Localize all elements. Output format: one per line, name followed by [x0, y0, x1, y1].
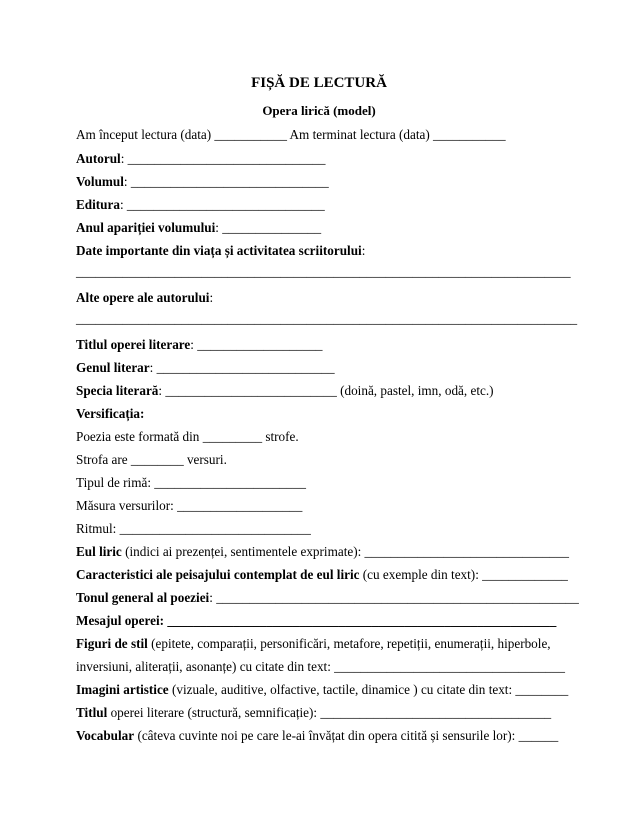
volume-label: Volumul: [76, 174, 124, 189]
author-blank: : ______________________________: [120, 151, 326, 166]
message-label: Mesajul operei: [76, 613, 160, 628]
stanza-count-line: Poezia este formată din _________ strofe.: [76, 429, 299, 444]
other-works-label: Alte opere ale autorului: [76, 290, 210, 305]
species-line: [76, 383, 598, 399]
lyrical-self-label: Eul liric: [76, 544, 122, 559]
figures-line: [76, 636, 598, 652]
publisher-line: [76, 197, 598, 213]
imagery-text: (vizuale, auditive, olfactive, tactile, dinamice ) cu citate din text: ________: [168, 682, 569, 697]
species-label: Specia literară: [76, 383, 159, 398]
publication-year-line: [76, 220, 598, 236]
publisher-blank: : ______________________________: [119, 197, 325, 212]
biography-label: Date importante din viața și activitatea scriitorului: [76, 243, 362, 258]
imagery-line: [76, 682, 598, 698]
publication-year-label: Anul apariției volumului: [76, 220, 216, 235]
page-title: FIȘĂ DE LECTURĂ: [251, 75, 387, 91]
volume-line: [76, 174, 598, 190]
versification-heading: Versificația:: [76, 406, 145, 421]
genre-label: Genul literar: [76, 360, 150, 375]
other-works-line: [76, 290, 598, 306]
lyrical-self-text: (indici ai prezenței, sentimentele exprimate): _______________________________: [121, 544, 569, 559]
tone-line: [76, 590, 598, 606]
title-meaning-text: operei literare (structură, semnificație): ___________________________________: [107, 705, 552, 720]
biography-rule: ___________________________________________________________________________: [76, 264, 571, 279]
biography-line: [76, 243, 598, 259]
vocabulary-text: (câteva cuvinte noi pe care le-ai învățat din opera citită și sensurile lor): ______: [134, 728, 559, 743]
verse-count-line: Strofa are ________ versuri.: [76, 452, 227, 467]
landscape-label: Caracteristici ale peisajului contemplat de eul liric: [76, 567, 360, 582]
genre-line: [76, 360, 598, 376]
author-line: [76, 151, 598, 167]
vocabulary-label: Vocabular: [76, 728, 135, 743]
other-works-colon: :: [209, 290, 214, 305]
work-title-line: [76, 337, 598, 353]
message-blank: : ___________________________________________________________: [159, 613, 557, 628]
message-line: [76, 613, 598, 629]
title-meaning-line: [76, 705, 598, 721]
figures-text: (epitete, comparații, personificări, metafore, repetiții, enumerații, hiperbole,: [147, 636, 551, 651]
title-meaning-label: Titlul: [76, 705, 108, 720]
genre-blank: : ___________________________: [149, 360, 335, 375]
landscape-text: (cu exemple din text): _____________: [359, 567, 568, 582]
work-title-blank: : ___________________: [190, 337, 323, 352]
author-label: Autorul: [76, 151, 121, 166]
tone-label: Tonul general al poeziei: [76, 590, 210, 605]
figures-label: Figuri de stil: [76, 636, 148, 651]
work-title-label: Titlul operei literare: [76, 337, 191, 352]
vocabulary-line: [76, 728, 598, 744]
rhyme-type-line: Tipul de rimă: _______________________: [76, 475, 306, 490]
publisher-label: Editura: [76, 197, 120, 212]
landscape-line: [76, 567, 598, 583]
rhythm-line: Ritmul: _____________________________: [76, 521, 311, 536]
figures-continuation: inversiuni, aliterații, asonanțe) cu citate din text: ___________________________________: [76, 659, 565, 674]
tone-blank: : _______________________________________________________: [209, 590, 579, 605]
biography-colon: :: [361, 243, 366, 258]
meter-line: Măsura versurilor: ___________________: [76, 498, 303, 513]
reading-dates-line: Am început lectura (data) ___________ Am terminat lectura (data) ___________: [76, 127, 506, 142]
species-blank: : __________________________ (doină, pastel, imn, odă, etc.): [158, 383, 494, 398]
imagery-label: Imagini artistice: [76, 682, 169, 697]
other-works-rule: ____________________________________________________________________________: [76, 311, 578, 326]
publication-year-blank: : _______________: [215, 220, 322, 235]
page-subtitle: Opera lirică (model): [262, 103, 376, 118]
lyrical-self-line: [76, 544, 598, 560]
volume-blank: : ______________________________: [123, 174, 329, 189]
